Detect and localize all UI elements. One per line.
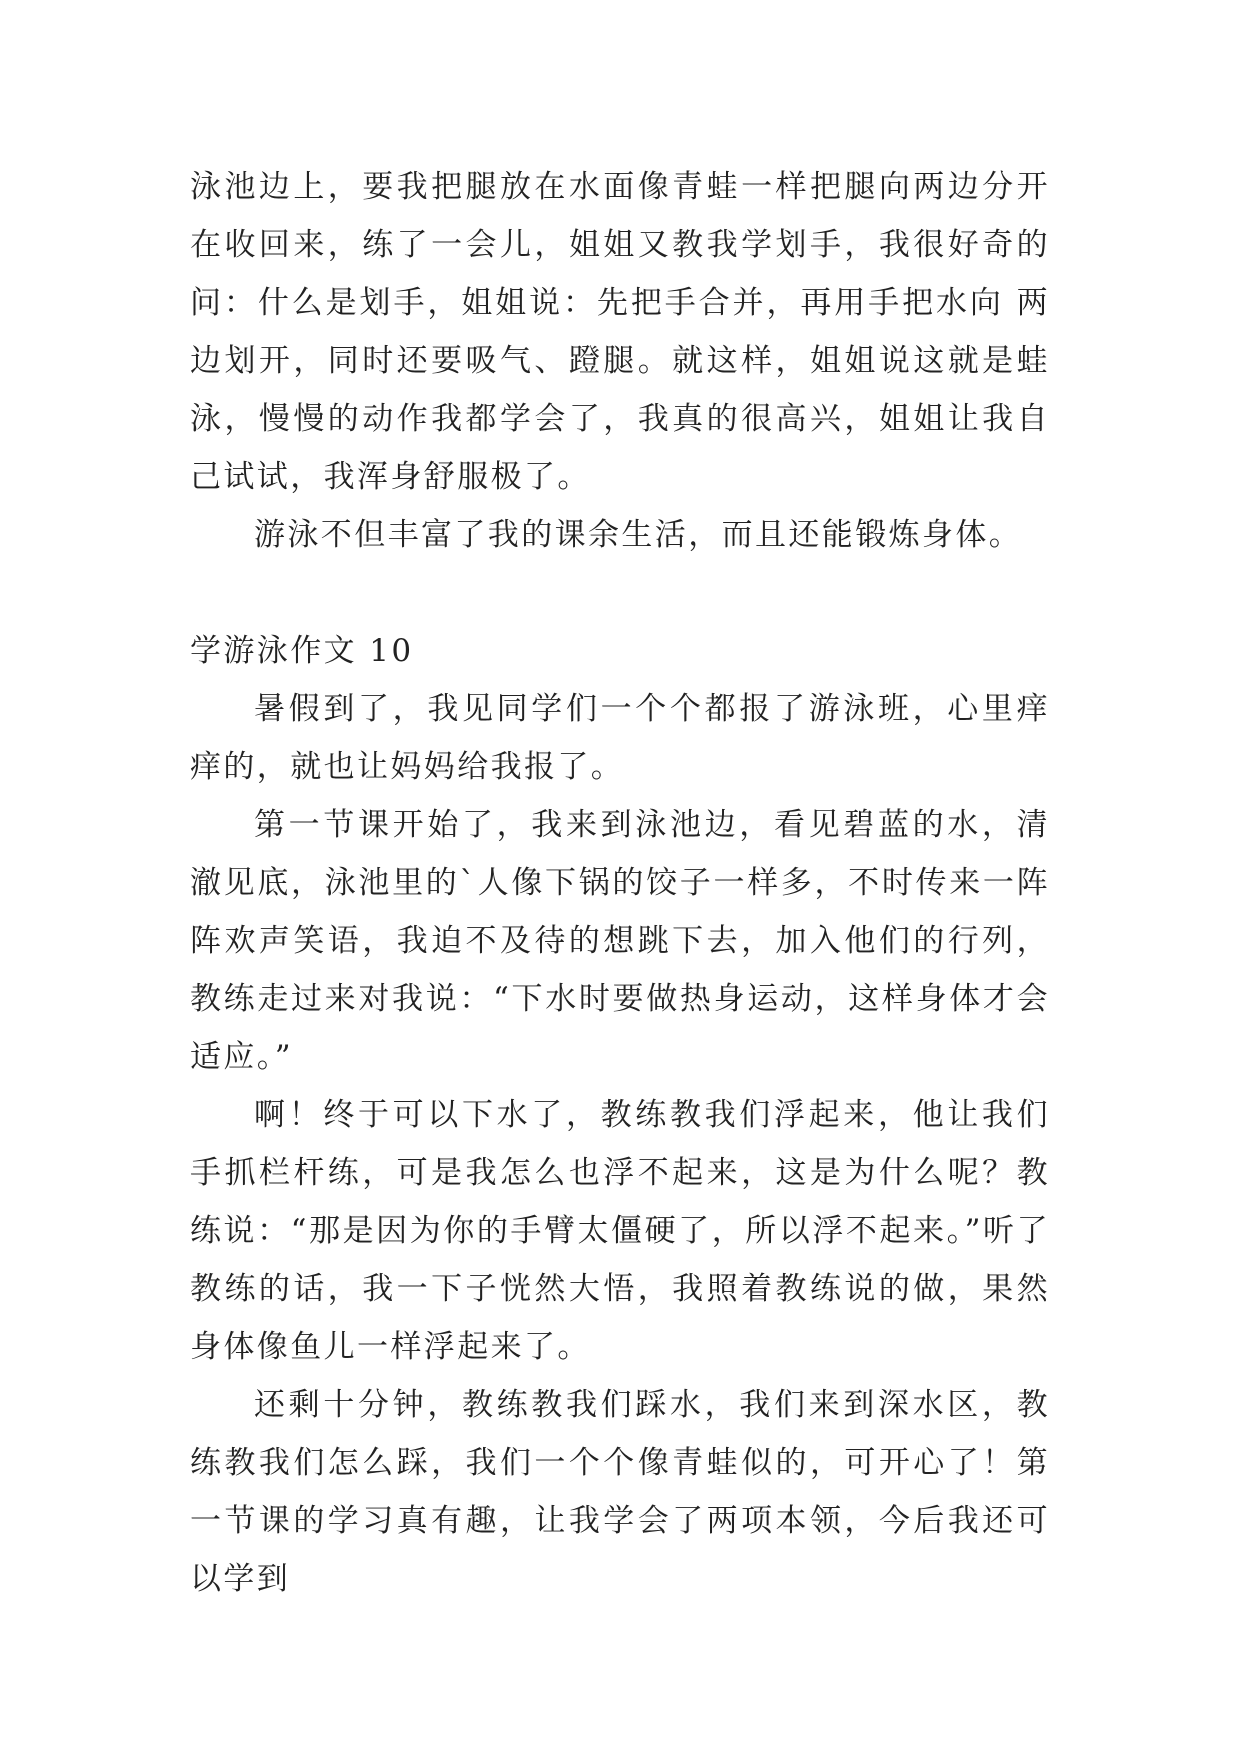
paragraph: 第一节课开始了，我来到泳池边，看见碧蓝的水，清澈见底，泳池里的`人像下锅的饺子一样多，不时传来一阵阵欢声笑语，我迫不及待的想跳下去，加入他们的行列，教练走过来对我说：“下水时要做热身运动，这样身体才会适应。” <box>190 807 1050 1075</box>
paragraph: 游泳不但丰富了我的课余生活，而且还能锻炼身体。 <box>254 517 1023 553</box>
section-gap <box>190 564 1050 622</box>
paragraph: 啊！终于可以下水了，教练教我们浮起来，他让我们手抓栏杆练，可是我怎么也浮不起来，这是为什么呢？教练说：“那是因为你的手臂太僵硬了，所以浮不起来。”听了教练的话，我一下子恍然大悟，我照着教练说的做，果然身体像鱼儿一样浮起来了。 <box>190 1097 1050 1365</box>
document-page <box>190 158 1050 1608</box>
paragraph: 暑假到了，我见同学们一个个都报了游泳班，心里痒痒的，就也让妈妈给我报了。 <box>190 691 1050 785</box>
paragraph: 还剩十分钟，教练教我们踩水，我们来到深水区，教练教我们怎么踩，我们一个个像青蛙似的，可开心了！第一节课的学习真有趣，让我学会了两项本领，今后我还可以学到 <box>190 1387 1050 1597</box>
paragraph-continued: 泳池边上，要我把腿放在水面像青蛙一样把腿向两边分开在收回来，练了一会儿，姐姐又教我学划手，我很好奇的问：什么是划手，姐姐说：先把手合并，再用手把水向 两边划开，同时还要吸气、蹬腿。就这样，姐姐说这就是蛙泳，慢慢的动作我都学会了，我真的很高兴，姐姐让我自己试试，我浑身舒服极了。 <box>190 169 1050 495</box>
section-title: 学游泳作文 10 <box>190 633 414 669</box>
